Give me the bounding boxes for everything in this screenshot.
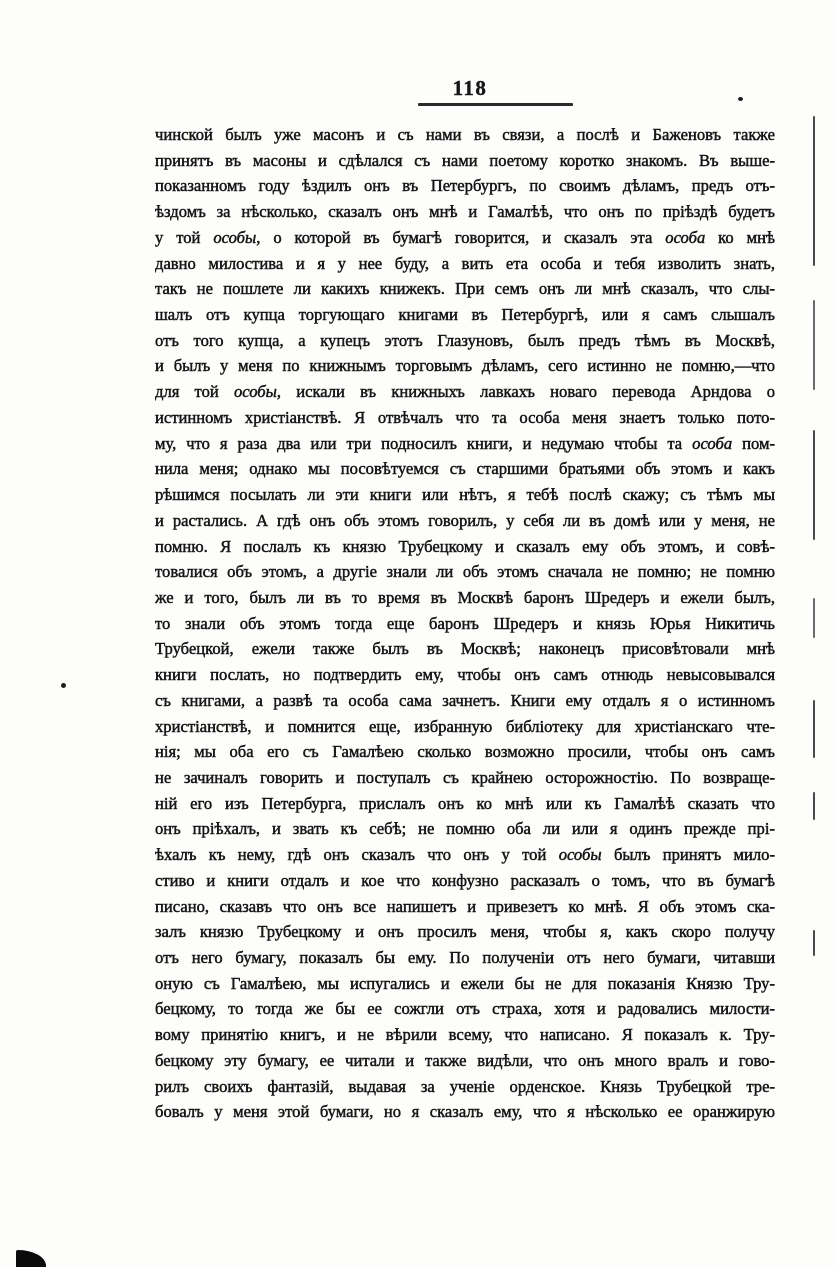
page-number: 118 xyxy=(452,76,488,100)
text-line: и растались. А гдѣ онъ объ этомъ говорилъ, у себя ли въ домѣ или у меня, не xyxy=(155,510,775,530)
text-line: истинномъ христіанствѣ. Я отвѣчалъ что та особа меня знаетъ только пото- xyxy=(155,407,775,427)
text-line: принятъ въ масоны и сдѣлался съ нами поетому коротко знакомъ. Въ выше- xyxy=(155,150,775,170)
text-line: показанномъ году ѣздилъ онъ въ Петербургъ, по своимъ дѣламъ, предъ отъ- xyxy=(155,176,775,196)
text-line: отъ него бумагу, показалъ бы ему. По полученіи отъ него бумаги, читавши xyxy=(155,948,775,967)
scan-edge-line xyxy=(813,300,815,390)
text-line: залъ князю Трубецкому и онъ просилъ меня, чтобы я, какъ скоро получу xyxy=(155,922,775,942)
header-rule xyxy=(418,103,573,106)
text-line: для той особы, искали въ книжныхъ лавкахъ новаго перевода Арндова о xyxy=(155,382,775,402)
text-line: оную съ Гамалѣею, мы испугались и ежели бы не для показанія Князю Тру- xyxy=(155,973,775,993)
text-line: нія; мы оба его съ Гамалѣею сколько возможно просили, чтобы онъ самъ xyxy=(155,742,775,762)
text-line: такъ не пошлете ли какихъ книжекъ. При семъ онъ ли мнѣ сказалъ, что слы- xyxy=(155,279,775,299)
text-line: отъ того купца, а купецъ этотъ Глазуновъ, былъ предъ тѣмъ въ Москвѣ, xyxy=(155,330,775,350)
text-line: христіанствѣ, и помнится еще, избранную библіотеку для христіанскаго чте- xyxy=(155,716,775,736)
text-line: давно милостива и я у нее буду, а вить ета особа и тебя изволить знать, xyxy=(155,253,775,273)
text-line: товалися объ этомъ, а другіе знали ли объ этомъ сначала не помню; не помню xyxy=(155,562,775,582)
scan-edge-line xyxy=(813,430,815,540)
text-line: бецкому эту бумагу, ее читали и также видѣли, что онъ много вралъ и гово- xyxy=(155,1050,775,1070)
scan-edge-line xyxy=(813,116,815,266)
text-line: му, что я раза два или три подносилъ книги, и недумаю чтобы та особа пом- xyxy=(155,433,775,453)
ink-speck-margin xyxy=(61,683,66,688)
text-line: ній его изъ Петербурга, прислалъ онъ ко мнѣ или къ Гамалѣѣ сказать что xyxy=(155,793,775,813)
text-line: бовалъ у меня этой бумаги, но я сказалъ ему, что я нѣсколько ее оранжирую xyxy=(155,1102,775,1122)
text-line: стиво и книги отдалъ и кое что конфузно расказалъ о томъ, что въ бумагѣ xyxy=(155,870,775,890)
scan-edge-line xyxy=(813,700,815,758)
text-line: и былъ у меня по книжнымъ торговымъ дѣламъ, сего истинно не помню,—что xyxy=(155,356,775,376)
ink-speck-header xyxy=(738,97,743,101)
text-line: Трубецкой, ежели также былъ въ Москвѣ; наконецъ присовѣтовали мнѣ xyxy=(155,639,775,659)
text-line: бецкому, то тогда же бы ее сожгли отъ страха, хотя и радовались милости- xyxy=(155,999,775,1019)
text-line: шалъ отъ купца торгующаго книгами въ Петербургѣ, или я самъ слышалъ xyxy=(155,305,775,325)
scan-edge-line xyxy=(813,930,815,956)
scan-edge-line xyxy=(813,792,815,820)
text-line: не зачиналъ говорить и поступалъ съ крайнею осторожностію. По возвраще- xyxy=(155,767,775,787)
text-line: вому принятію книгъ, и не вѣрили всему, что написано. Я показалъ к. Тру- xyxy=(155,1025,775,1045)
text-line: ѣхалъ къ нему, гдѣ онъ сказалъ что онъ у той особы былъ принятъ мило- xyxy=(155,845,775,865)
text-line: ѣздомъ за нѣсколько, сказалъ онъ мнѣ и Гамалѣѣ, что онъ по пріѣздѣ будетъ xyxy=(155,202,775,222)
text-line: чинской былъ уже масонъ и съ нами въ связи, а послѣ и Баженовъ также xyxy=(155,125,775,144)
text-line: книги послать, но подтвердить ему, чтобы онъ самъ отнюдь невысовывался xyxy=(155,665,775,685)
text-line: рилъ своихъ фантазій, выдавая за ученіе орденское. Князь Трубецкой тре- xyxy=(155,1076,775,1096)
text-line: же и того, былъ ли въ то время въ Москвѣ баронъ Шредеръ и ежели былъ, xyxy=(155,587,775,607)
scan-edge-line xyxy=(813,598,815,638)
text-line: рѣшимся посылать ли эти книги или нѣтъ, я тебѣ послѣ скажу; съ тѣмъ мы xyxy=(155,485,775,505)
text-line: нила меня; однако мы посовѣтуемся съ старшими братьями объ этомъ и какъ xyxy=(155,459,775,479)
text-line: онъ пріѣхалъ, и звать къ себѣ; не помню оба ли или я одинъ прежде прі- xyxy=(155,819,775,839)
text-line: съ книгами, а развѣ та особа сама зачнетъ. Книги ему отдалъ я о истинномъ xyxy=(155,690,775,710)
scan-corner-artifact xyxy=(16,1250,46,1267)
page-text xyxy=(155,122,775,1125)
text-line: писано, сказавъ что онъ все напишетъ и привезетъ ко мнѣ. Я объ этомъ ска- xyxy=(155,896,775,916)
text-line: у той особы, о которой въ бумагѣ говорится, и сказалъ эта особа ко мнѣ xyxy=(155,227,775,247)
text-line: помню. Я послалъ къ князю Трубецкому и сказалъ ему объ этомъ, и совѣ- xyxy=(155,536,775,556)
text-line: то знали объ этомъ тогда еще баронъ Шредеръ и князь Юрья Никитичь xyxy=(155,613,775,633)
